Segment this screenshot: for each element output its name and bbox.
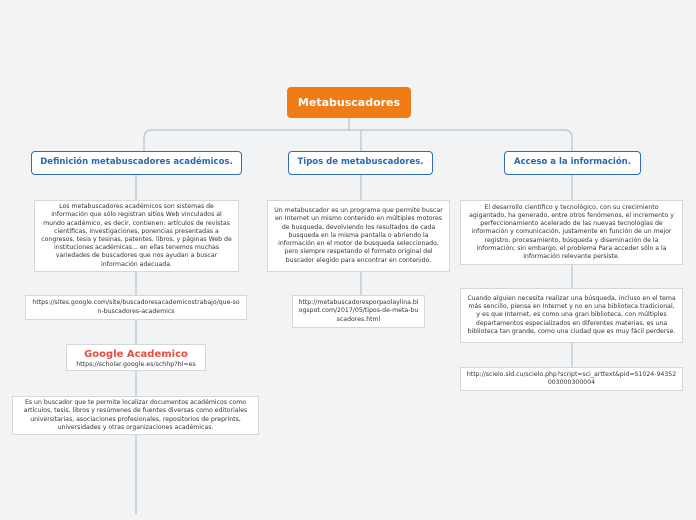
branch-acceso[interactable]	[504, 151, 641, 175]
google-academico-title: Google Academico	[84, 349, 188, 360]
branch-acceso-title: Acceso a la información.	[514, 157, 631, 167]
branch-acceso-link[interactable]: http://scielo.sld.cu/scielo.php?script=sci_arttext&pid=S1024-94352003000300004	[460, 367, 683, 391]
branch-tipos-description: Un metabuscador es un programa que permite buscar en Internet un mismo contenido en múltiples motores de busqueda, devolviendo los resultados de cada busqueda en la misma pantalla o abriendo la información en el motor de busqueda seleccionado, pero siempre respetando el formato original del buscador elegido para encontrar en contenido.	[267, 200, 450, 272]
google-academico-card[interactable]	[66, 344, 206, 371]
branch-tipos-link[interactable]: http://metabuscadoresporpaolaylina.blogspot.com/2017/05/tipos-de-meta-buscadores.html	[292, 295, 425, 328]
branch-acceso-description: El desarrollo científico y tecnológico, con su crecimiento agigantado, ha generado, entre otros fenómenos, el incremento y perfeccionamiento acelerado de las nuevas tecnologías de información y comunicación, justamente en función de un mejor registro, procesamiento, búsqueda y diseminación de la información; sin embargo, el problema Para acceder sólo a la información relevante persiste.	[460, 200, 683, 265]
branch-definicion-description: Los metabuscadores académicos son sistemas de información que sólo registran sitios Web vinculados al mundo académico, es decir, contienen: artículos de revistas científicas, investigaciones, ponencias presentadas a congresos, tesis y tesinas, patentes, libros, y páginas Web de instituciones académicas... en ellas tenemos muchas variedades de buscadores que nos ayudan a buscar información adecuada.	[34, 200, 239, 272]
google-academico-url: https://scholar.google.es/schhp?hl=es	[76, 361, 196, 368]
branch-definicion-link[interactable]: https://sites.google.com/site/buscadoresacademicostrabajo/que-son-buscadores-academics	[25, 295, 247, 320]
root-node[interactable]	[287, 87, 411, 118]
branch-definicion-title: Definición metabuscadores académicos.	[40, 157, 233, 167]
connector-root-bar	[144, 130, 572, 151]
root-title: Metabuscadores	[297, 96, 401, 109]
branch-acceso-description-2: Cuando alguien necesita realizar una búsqueda, incluso en el tema más sencillo, piensa en Internet y no en una biblioteca tradicional, y es que Internet, es como una gran biblioteca, con múltiples departamentos especializados en diferentes materias, es una biblioteca tan grande, como una ciudad que es muy fácil perderse.	[460, 288, 683, 343]
branch-definicion[interactable]	[31, 151, 242, 175]
branch-tipos[interactable]	[288, 151, 433, 175]
google-academico-description: Es un buscador que te permite localizar documentos académicos como artículos, tesis, libros y resúmenes de fuentes diversas como editoriales universitarias, asociaciones profesionales, repositorios de preprints, universidades y otras organizaciones académicas.	[12, 396, 259, 435]
branch-tipos-title: Tipos de metabuscadores.	[297, 157, 424, 167]
